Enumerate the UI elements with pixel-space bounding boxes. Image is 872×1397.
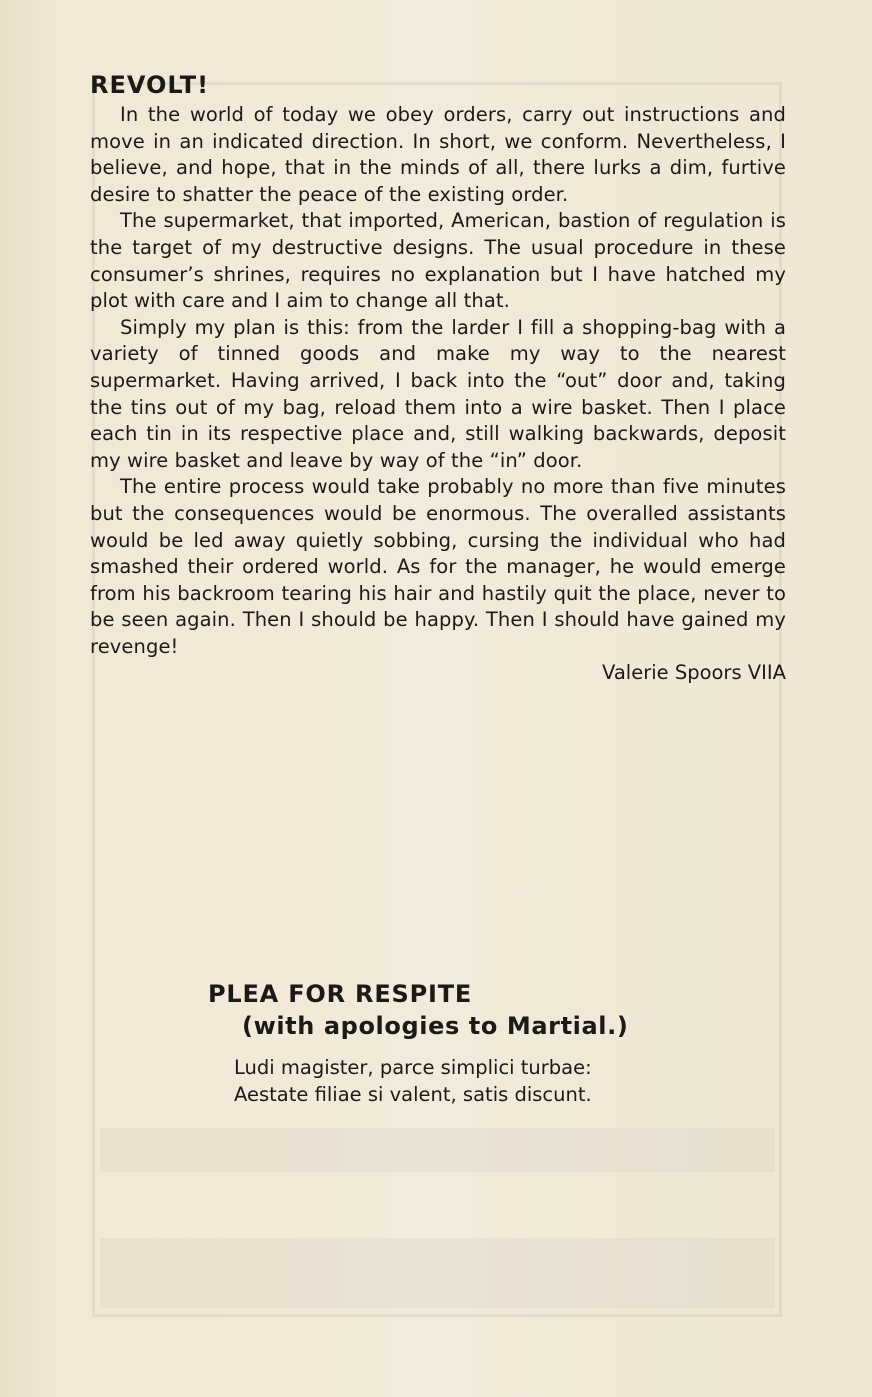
article-paragraph: The supermarket, that imported, American, bastion of regulation is the target of my destructive designs. The usual procedure in these consumer’s shrines, requires no explanation but I have hatched my plot with care and I aim to change all that. xyxy=(90,209,786,313)
article-paragraph: Simply my plan is this: from the larder I fill a shopping-bag with a variety of tinned goods and make my way to the nearest supermarket. Having arrived, I back into the “out” door and, taking the tins out of my bag, reload them into a wire basket. Then I place each tin in its respective place and, still walking backwards, deposit my wire basket and leave by way of the “in” door. xyxy=(90,315,786,472)
show-through-band xyxy=(100,1128,775,1172)
poem-line: Aestate filiae si valent, satis discunt. xyxy=(234,1083,592,1106)
show-through-band xyxy=(100,1238,775,1308)
article-signature: Valerie Spoors VIIA xyxy=(602,661,786,685)
poem-line: Ludi magister, parce simplici turbae: xyxy=(234,1056,592,1079)
article xyxy=(90,70,786,687)
poem-title: PLEA FOR RESPITE xyxy=(208,980,473,1008)
article-paragraph: In the world of today we obey orders, carry out instructions and move in an indicated direction. In short, we conform. Nevertheless, I believe, and hope, that in the minds of all, there lurks a dim, furtive desire to shatter the peace of the existing order. xyxy=(90,103,786,206)
article-paragraph: The entire process would take probably no more than five minutes but the consequences would be enormous. The overalled assistants would be led away quietly sobbing, cursing the individual who had smashed their ordered world. As for the manager, he would emerge from his backroom tearing his hair and hastily quit the place, never to be seen again. Then I should be happy. Then I should have gained my revenge! xyxy=(90,475,786,658)
poem-subtitle: (with apologies to Martial.) xyxy=(242,1012,629,1040)
article-title: REVOLT! xyxy=(90,71,210,99)
poem xyxy=(208,978,768,1108)
